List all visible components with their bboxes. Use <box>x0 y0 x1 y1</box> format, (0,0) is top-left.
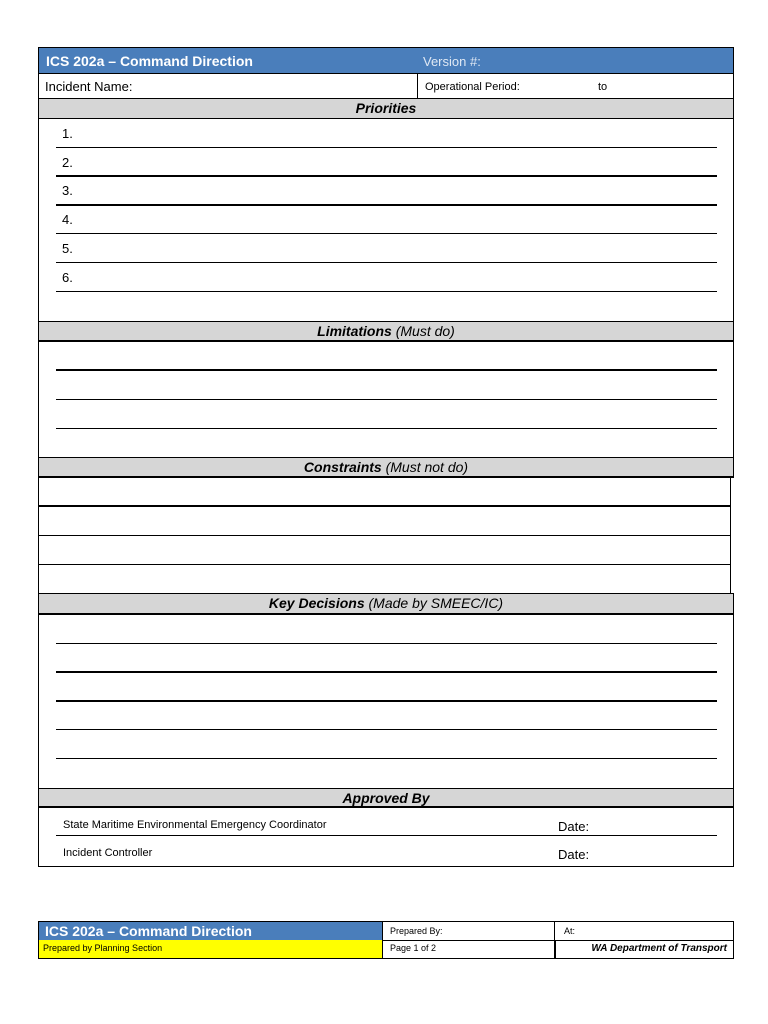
operational-period-cell[interactable] <box>417 74 734 99</box>
priority-6-number: 6. <box>62 270 73 285</box>
limitations-line-3[interactable] <box>56 428 717 429</box>
smeec-signature-line[interactable] <box>56 835 717 836</box>
constraints-header <box>38 457 734 478</box>
footer-title: ICS 202a – Command Direction <box>45 923 252 939</box>
incident-name-label: Incident Name: <box>45 79 133 94</box>
key-decisions-title: Key Decisions <box>268 595 365 611</box>
constraints-row-4[interactable] <box>38 565 731 593</box>
key-decisions-line-2[interactable] <box>56 671 717 673</box>
approved-by-header <box>38 788 734 808</box>
priority-1-line[interactable] <box>56 147 717 148</box>
operational-period-label: Operational Period: <box>425 81 520 93</box>
key-decisions-line-5[interactable] <box>56 758 717 759</box>
version-cell[interactable] <box>417 47 734 74</box>
priority-1-number: 1. <box>62 126 73 141</box>
footer-page-cell <box>382 940 555 959</box>
limitations-line-2[interactable] <box>56 399 717 400</box>
limitations-title: Limitations <box>317 323 392 339</box>
priority-2-number: 2. <box>62 155 73 170</box>
limitations-note: (Must do) <box>395 323 455 339</box>
priority-3-number: 3. <box>62 183 73 198</box>
smeec-label: State Maritime Environmental Emergency Coordinator <box>63 819 327 831</box>
limitations-header <box>38 321 734 342</box>
key-decisions-header <box>38 593 734 615</box>
footer-section-cell <box>38 940 383 959</box>
key-decisions-line-1[interactable] <box>56 643 717 644</box>
approved-by-title: Approved By <box>342 790 430 806</box>
smeec-date-label: Date: <box>558 819 590 834</box>
priority-3-line[interactable] <box>56 204 717 206</box>
footer-prepared-by-cell[interactable] <box>382 921 555 941</box>
priorities-title: Priorities <box>355 100 417 116</box>
key-decisions-line-4[interactable] <box>56 729 717 730</box>
footer-at-label: At: <box>564 926 576 936</box>
footer-department: WA Department of Transport <box>591 943 727 954</box>
incident-name-cell[interactable] <box>38 74 418 99</box>
footer-page-label: Page 1 of 2 <box>390 943 437 953</box>
footer-department-cell <box>554 940 734 959</box>
footer-prepared-by-section: Prepared by Planning Section <box>43 943 163 953</box>
priority-5-number: 5. <box>62 241 73 256</box>
limitations-line-1[interactable] <box>56 369 717 371</box>
constraints-row-1[interactable] <box>38 478 731 507</box>
priority-4-number: 4. <box>62 212 73 227</box>
priority-2-line[interactable] <box>56 175 717 177</box>
key-decisions-line-3[interactable] <box>56 700 717 702</box>
key-decisions-note: (Made by SMEEC/IC) <box>368 595 504 611</box>
incident-controller-date-label: Date: <box>558 847 590 862</box>
footer-prepared-by-label: Prepared By: <box>390 926 443 936</box>
priority-4-line[interactable] <box>56 233 717 234</box>
footer-at-cell[interactable] <box>554 921 734 941</box>
form-title-cell <box>38 47 418 74</box>
constraints-row-2[interactable] <box>38 507 731 536</box>
incident-controller-label: Incident Controller <box>63 847 153 859</box>
operational-period-to: to <box>598 81 608 93</box>
priorities-header <box>38 99 734 119</box>
version-label: Version #: <box>423 54 481 69</box>
footer-title-cell <box>38 921 383 941</box>
constraints-title: Constraints <box>303 459 382 475</box>
constraints-note: (Must not do) <box>385 459 469 475</box>
constraints-row-3[interactable] <box>38 536 731 565</box>
priority-6-line[interactable] <box>56 291 717 292</box>
form-title: ICS 202a – Command Direction <box>46 53 253 69</box>
priority-5-line[interactable] <box>56 262 717 263</box>
